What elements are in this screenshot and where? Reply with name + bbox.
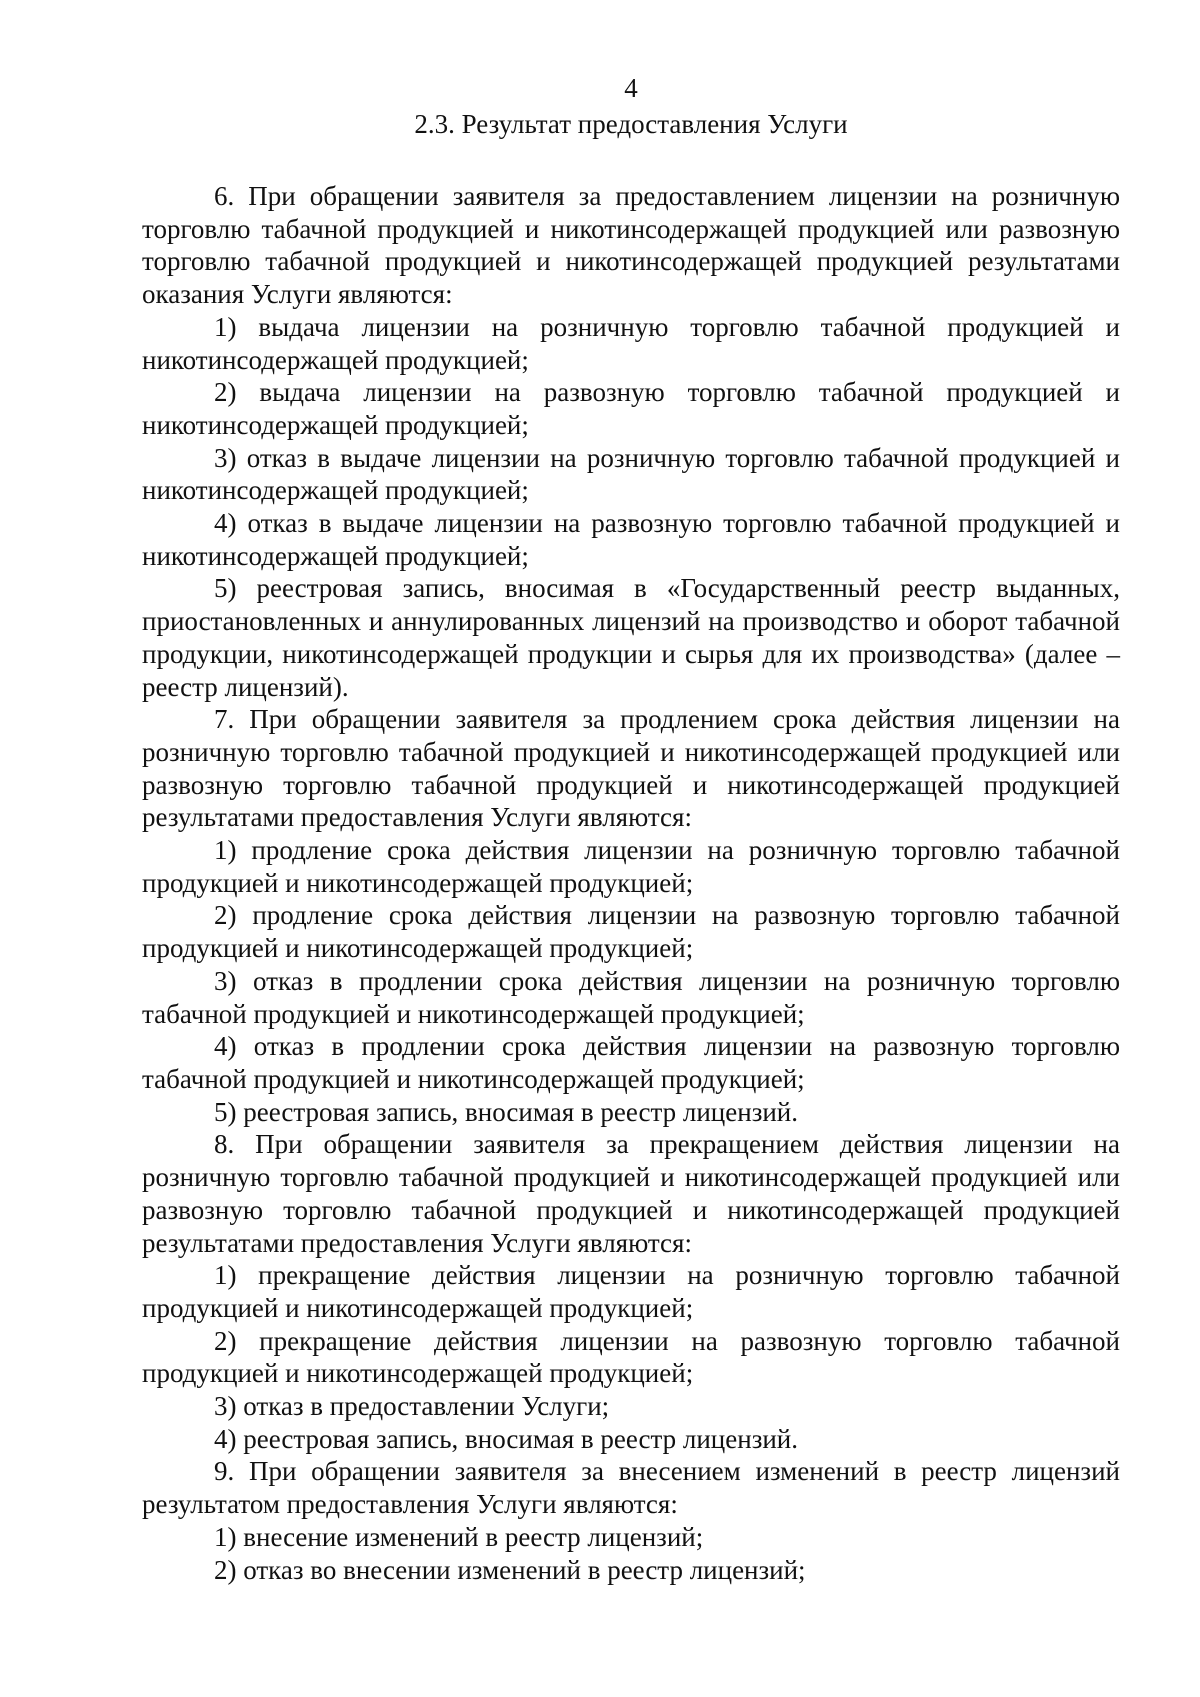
paragraph: 2) продление срока действия лицензии на развозную торговлю табачной продукцией и никотинсодержащей продукцией; bbox=[142, 900, 1120, 964]
section-title: 2.3. Результат предоставления Услуги bbox=[414, 109, 848, 139]
document-body bbox=[142, 180, 1120, 1586]
paragraph: 3) отказ в предоставлении Услуги; bbox=[214, 1391, 610, 1422]
paragraph: 1) выдача лицензии на розничную торговлю табачной продукцией и никотинсодержащей продукцией; bbox=[142, 311, 1120, 375]
paragraph: 2) отказ во внесении изменений в реестр лицензий; bbox=[214, 1554, 806, 1585]
paragraph: 7. При обращении заявителя за продлением срока действия лицензии на розничную торговлю табачной продукцией и никотинсодержащей продукцией или развозную торговлю табачной продукцией и никотинсодержащей продукцией результатами предоставления Услуги являются: bbox=[142, 704, 1120, 833]
paragraph: 4) отказ в выдаче лицензии на развозную торговлю табачной продукцией и никотинсодержащей продукцией; bbox=[142, 508, 1120, 571]
paragraph: 9. При обращении заявителя за внесением изменений в реестр лицензий результатом предоставления Услуги являются: bbox=[142, 1456, 1120, 1520]
paragraph: 5) реестровая запись, вносимая в «Государственный реестр выданных, приостановленных и аннулированных лицензий на производство и оборот табачной продукции, никотинсодержащей продукции и сырья для их производства» (далее – реестр лицензий). bbox=[142, 573, 1120, 702]
paragraph: 8. При обращении заявителя за прекращением действия лицензии на розничную торговлю табачной продукцией и никотинсодержащей продукцией или развозную торговлю табачной продукцией и никотинсодержащей продукцией результатами предоставления Услуги являются: bbox=[142, 1129, 1120, 1258]
paragraph: 2) выдача лицензии на развозную торговлю табачной продукцией и никотинсодержащей продукцией; bbox=[142, 377, 1120, 440]
paragraph: 3) отказ в продлении срока действия лицензии на розничную торговлю табачной продукцией и никотинсодержащей продукцией; bbox=[142, 965, 1120, 1029]
paragraph: 3) отказ в выдаче лицензии на розничную торговлю табачной продукцией и никотинсодержащей продукцией; bbox=[142, 442, 1120, 506]
paragraph: 4) реестровая запись, вносимая в реестр лицензий. bbox=[214, 1423, 799, 1454]
paragraph: 1) прекращение действия лицензии на розничную торговлю табачной продукцией и никотинсодержащей продукцией; bbox=[142, 1260, 1120, 1323]
page-number: 4 bbox=[624, 73, 638, 103]
paragraph: 1) внесение изменений в реестр лицензий; bbox=[214, 1521, 704, 1552]
paragraph: 4) отказ в продлении срока действия лицензии на развозную торговлю табачной продукцией и никотинсодержащей продукцией; bbox=[142, 1031, 1120, 1094]
paragraph: 6. При обращении заявителя за предоставлением лицензии на розничную торговлю табачной продукцией и никотинсодержащей продукцией или развозную торговлю табачной продукцией и никотинсодержащей продукцией результатами оказания Услуги являются: bbox=[142, 181, 1120, 310]
paragraph: 2) прекращение действия лицензии на развозную торговлю табачной продукцией и никотинсодержащей продукцией; bbox=[142, 1325, 1120, 1389]
document-page bbox=[142, 72, 1120, 1586]
paragraph: 5) реестровая запись, вносимая в реестр лицензий. bbox=[214, 1096, 799, 1127]
paragraph: 1) продление срока действия лицензии на розничную торговлю табачной продукцией и никотинсодержащей продукцией; bbox=[142, 835, 1120, 898]
